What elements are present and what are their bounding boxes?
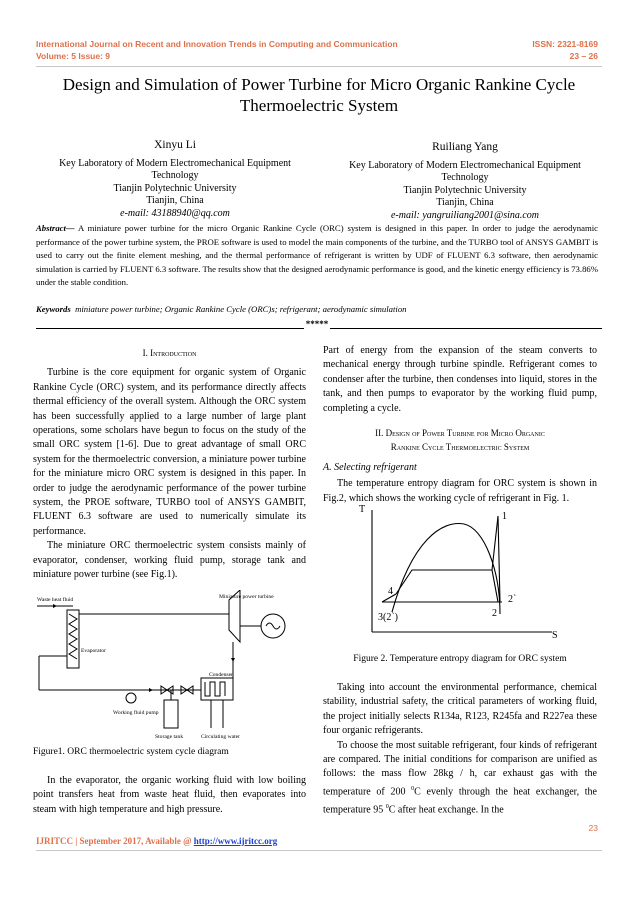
fig2-point-3: 3(2`): [378, 612, 398, 623]
subsection-heading: A. Selecting refrigerant: [323, 461, 417, 473]
author-university: Tianjin Polytechnic University: [403, 184, 527, 196]
author-1: [30, 139, 320, 220]
paragraph: The miniature ORC thermoelectric system consists mainly of evaporator, condenser, working fluid pump, storage tank and miniature power turbine (see Fig.1).: [33, 540, 306, 581]
fig2-axis-t: T: [359, 504, 366, 515]
footer-link[interactable]: http://www.ijritcc.org: [193, 836, 278, 846]
paper-title: Design and Simulation of Power Turbine for Micro Organic Rankine Cycle Thermoelectric System: [62, 75, 576, 115]
volume-issue: Volume: 5 Issue: 9: [36, 51, 111, 61]
author-affiliation: Technology: [441, 172, 489, 183]
section-heading: I. Introduction: [142, 348, 197, 358]
fig2-point-1: 1: [502, 511, 507, 522]
abstract-text: A miniature power turbine for the micro Organic Rankine Cycle (ORC) system is designed in this paper. In order to judge the aerodynamic performance of the power turbine system, the PROE software is used to model the main components of the turbine, and the TURBO tool of ANSYS GAMBIT is used to carry out the finite element meshing, and the thermal performance of refrigerant is written by UDF of FLUENT 6.3 software, then aerodynamic simulation is carried by FLUENT 6.3 software. The results show that the designed aerodynamic performance is good, and the kinetic energy efficiency is 73.86% under the stable condition.: [36, 223, 598, 287]
author-email: e-mail: yangruiliang2001@sina.com: [390, 209, 540, 221]
keywords-label: Keywords: [36, 304, 71, 314]
figure-2-diagram: [352, 500, 574, 646]
fig1-label-turbine: Miniature power turbine: [219, 594, 274, 600]
paragraph: Part of energy from the expansion of the steam converts to mechanical energy through turbine spindle. Refrigerant comes to condenser after the turbine, then condenses into liquid, stores in the tank, and then pumps to evaporator by the working fluid pump, completing a cycle.: [323, 345, 597, 414]
fig1-label-waste-heat: Waste heat fluid: [37, 597, 74, 603]
footer-rule: [36, 850, 602, 851]
fig2-point-4: 4: [388, 586, 393, 597]
paragraph: Taking into account the environmental performance, chemical stability, industrial safety, the critical parameters of working fluid, the project initially selects R134a, R123, R245fa and R227ea these four organic refrigerants.: [323, 682, 597, 737]
page-range: 23 – 26: [569, 51, 598, 61]
header-rule: [36, 66, 602, 67]
keywords-text: miniature power turbine; Organic Rankine Cycle (ORC)s; refrigerant; aerodynamic simulation: [75, 304, 407, 314]
left-column: [33, 346, 306, 583]
separator-stars: *****: [305, 319, 329, 329]
author-2: [320, 141, 610, 222]
figure-1-diagram: [33, 590, 308, 742]
left-column-tail: [33, 774, 306, 817]
fig2-axis-s: S: [552, 630, 558, 641]
author-location: Tianjin, China: [146, 195, 204, 206]
author-email: e-mail: 43188940@qq.com: [120, 207, 230, 219]
author-affiliation: Key Laboratory of Modern Electromechanical Equipment: [349, 159, 581, 171]
fig1-label-condenser: Condenser: [209, 672, 233, 678]
section-heading: II. Design of Power Turbine for Micro Organic: [375, 428, 545, 439]
right-column: [323, 344, 597, 506]
fig2-point-2p: 2`: [508, 594, 517, 605]
author-name: Ruiliang Yang: [432, 141, 498, 153]
abstract-label: Abstract—: [36, 223, 75, 233]
paragraph: Turbine is the core equipment for organic system of Organic Rankine Cycle (ORC) system, and its performance directly affects thermal efficiency of the overall system. Although the ORC system has been successfully applied to a large number of large plant operations, some scholars have begun to focus on the study of the small ORC system [1-6]. Due to great advantage of small ORC system for the thermoelectric conversion, a miniature power turbine for the miniature micro ORC system is designed in this paper. In order to judge the aerodynamic performance of the power turbine system, the PROE software, TURBO tool of ANSYS GAMBIT, FLUENT 6.3 software are used to numerically simulate its performance.: [33, 367, 306, 537]
page-number: 23: [588, 823, 598, 833]
keywords: [36, 303, 598, 315]
fig2-point-2: 2: [492, 608, 497, 619]
journal-name: International Journal on Recent and Innovation Trends in Computing and Communication: [36, 39, 398, 49]
footer-text: IJRITCC | September 2017, Available @ http://www.ijritcc.org: [36, 836, 278, 846]
section-heading: Rankine Cycle Thermoelectric System: [390, 442, 530, 453]
paragraph: To choose the most suitable refrigerant, four kinds of refrigerant are compared. The initial conditions for comparison are unified as follows: the mass flow 28kg / h, car exhaust gas with the temperature of 200 $^0$C evenly through the heat exchanger, the temperature 95 $^0$C after heat exchange. In the: [323, 739, 597, 815]
author-name: Xinyu Li: [154, 139, 196, 151]
author-affiliation: Key Laboratory of Modern Electromechanical Equipment: [59, 157, 291, 169]
right-column-tail: [323, 681, 597, 817]
fig1-label-tank: Storage tank: [155, 734, 184, 740]
issn: ISSN: 2321-8169: [532, 39, 598, 49]
paragraph: The temperature entropy diagram for ORC system is shown in Fig.2, which shows the working cycle of refrigerant in Fig. 1.: [323, 478, 597, 504]
fig1-label-water: Circulating water: [201, 734, 240, 740]
paragraph: In the evaporator, the organic working fluid with low boiling point transfers heat from waste heat fluid, then evaporates into steam with high temperature and high pressure.: [33, 775, 306, 815]
author-university: Tianjin Polytechnic University: [113, 182, 237, 194]
abstract: [36, 222, 598, 290]
fig1-label-evaporator: Evaporator: [81, 648, 106, 654]
figure-2-caption: Figure 2. Temperature entropy diagram for ORC system: [353, 654, 567, 664]
fig1-label-pump: Working fluid pump: [113, 710, 159, 716]
author-affiliation: Technology: [151, 170, 199, 181]
figure-1-caption: Figure1. ORC thermoelectric system cycle diagram: [33, 747, 229, 757]
author-location: Tianjin, China: [436, 197, 494, 208]
